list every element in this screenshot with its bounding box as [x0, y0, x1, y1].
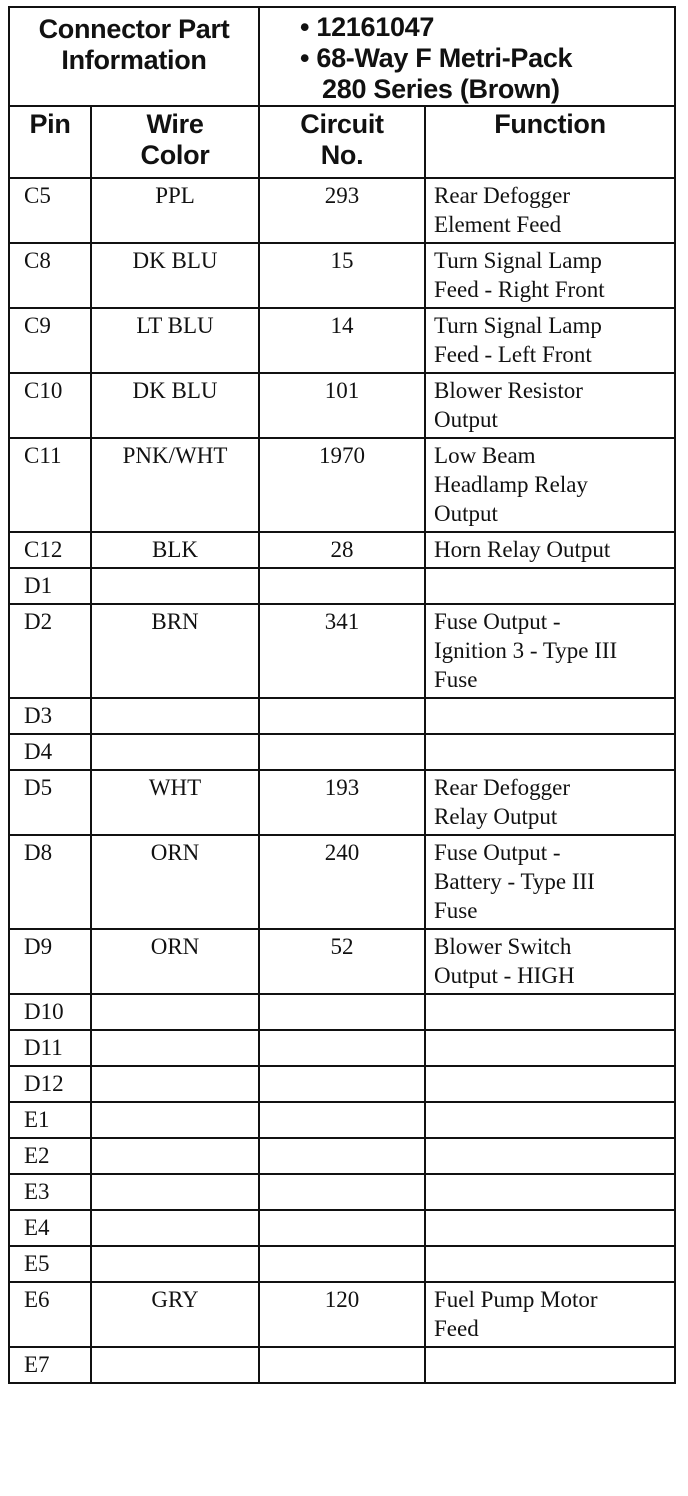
function-line: Output - HIGH: [434, 963, 575, 988]
function-line: Blower Resistor: [434, 378, 583, 403]
circuit-cell: 1970: [259, 438, 425, 532]
connector-info-cell: [259, 7, 675, 106]
table-row: [9, 698, 675, 734]
pin-cell: D3: [9, 698, 91, 734]
function-line: Rear Defogger: [434, 183, 571, 208]
function-cell: [425, 1066, 675, 1102]
circuit-cell: [259, 1246, 425, 1282]
pin-cell: D1: [9, 568, 91, 604]
circuit-cell: 240: [259, 835, 425, 929]
circuit-cell: 101: [259, 373, 425, 438]
function-cell: [425, 1174, 675, 1210]
connector-part-number: • 12161047: [300, 12, 435, 42]
function-cell: [425, 1282, 675, 1347]
function-cell: [425, 835, 675, 929]
wire-color-cell: ORN: [91, 835, 259, 929]
function-cell: [425, 929, 675, 994]
table-row: [9, 243, 675, 308]
circuit-cell: [259, 994, 425, 1030]
function-cell: [425, 568, 675, 604]
function-line: Fuse: [434, 667, 478, 692]
function-line: Turn Signal Lamp: [434, 313, 602, 338]
table-row: [9, 604, 675, 698]
wire-color-cell: DK BLU: [91, 373, 259, 438]
connector-document: [8, 6, 674, 1384]
wire-color-cell: [91, 698, 259, 734]
pin-cell: D2: [9, 604, 91, 698]
table-row: [9, 178, 675, 243]
function-cell: [425, 373, 675, 438]
function-cell: [425, 178, 675, 243]
connector-desc-line1: • 68-Way F Metri-Pack: [300, 43, 573, 73]
table-row: [9, 568, 675, 604]
wire-color-cell: DK BLU: [91, 243, 259, 308]
wire-color-cell: BRN: [91, 604, 259, 698]
pin-cell: D4: [9, 734, 91, 770]
function-cell: [425, 698, 675, 734]
wire-color-cell: [91, 1066, 259, 1102]
wire-color-cell: [91, 1138, 259, 1174]
table-row: [9, 929, 675, 994]
function-line: Relay Output: [434, 804, 558, 829]
circuit-column-header: [259, 106, 425, 178]
wire-color-cell: [91, 1030, 259, 1066]
circuit-cell: 52: [259, 929, 425, 994]
function-column-header: [425, 106, 675, 178]
connector-info-row: [9, 7, 675, 106]
table-row: [9, 1102, 675, 1138]
circuit-cell: [259, 1174, 425, 1210]
function-line: Fuse Output -: [434, 840, 561, 865]
table-row: [9, 835, 675, 929]
circuit-cell: [259, 1030, 425, 1066]
pin-cell: C9: [9, 308, 91, 373]
circuit-cell: 293: [259, 178, 425, 243]
connector-label-line1: Connector Part: [38, 14, 230, 44]
circuit-cell: [259, 1102, 425, 1138]
function-cell: [425, 994, 675, 1030]
function-line: Headlamp Relay: [434, 472, 588, 497]
table-row: [9, 308, 675, 373]
table-row: [9, 1347, 675, 1383]
wire-color-cell: [91, 1174, 259, 1210]
function-cell: [425, 308, 675, 373]
function-cell: [425, 243, 675, 308]
pin-cell: C5: [9, 178, 91, 243]
table-row: [9, 770, 675, 835]
pin-cell: C12: [9, 532, 91, 568]
circuit-cell: [259, 698, 425, 734]
function-line: Fuse Output -: [434, 609, 561, 634]
pin-cell: E1: [9, 1102, 91, 1138]
wire-color-cell: LT BLU: [91, 308, 259, 373]
function-line: Ignition 3 - Type III: [434, 638, 618, 663]
function-cell: [425, 1347, 675, 1383]
connector-label-cell: [9, 7, 259, 106]
table-row: [9, 734, 675, 770]
function-line: Feed: [434, 1316, 479, 1341]
function-line: Battery - Type III: [434, 869, 595, 894]
circuit-cell: 14: [259, 308, 425, 373]
pin-header-label: Pin: [29, 109, 71, 139]
function-cell: [425, 734, 675, 770]
circuit-cell: 15: [259, 243, 425, 308]
wire-color-cell: ORN: [91, 929, 259, 994]
wire-color-cell: WHT: [91, 770, 259, 835]
pin-cell: E4: [9, 1210, 91, 1246]
function-line: Output: [434, 407, 498, 432]
circuit-cell: [259, 1138, 425, 1174]
table-row: [9, 1210, 675, 1246]
function-cell: [425, 1138, 675, 1174]
table-row: [9, 532, 675, 568]
function-cell: [425, 770, 675, 835]
connector-desc-line2: 280 Series (Brown): [322, 74, 560, 104]
wire-color-cell: [91, 1210, 259, 1246]
function-line: Feed - Right Front: [434, 277, 605, 302]
function-line: Rear Defogger: [434, 775, 571, 800]
table-row: [9, 1246, 675, 1282]
table-row: [9, 1030, 675, 1066]
wire-header-line1: Wire: [146, 109, 204, 139]
function-cell: [425, 604, 675, 698]
circuit-cell: 28: [259, 532, 425, 568]
wire-color-cell: [91, 1102, 259, 1138]
circuit-cell: [259, 1210, 425, 1246]
pin-cell: D11: [9, 1030, 91, 1066]
wire-color-column-header: [91, 106, 259, 178]
function-line: Feed - Left Front: [434, 342, 592, 367]
function-cell: [425, 1030, 675, 1066]
function-cell: [425, 1246, 675, 1282]
circuit-cell: [259, 734, 425, 770]
table-row: [9, 373, 675, 438]
circuit-header-line2: No.: [320, 140, 364, 170]
function-cell: [425, 438, 675, 532]
wire-color-cell: PNK/WHT: [91, 438, 259, 532]
pin-column-header: [9, 106, 91, 178]
table-row: [9, 1066, 675, 1102]
connector-pinout-table: [8, 6, 676, 1384]
column-header-row: [9, 106, 675, 178]
wire-color-cell: GRY: [91, 1282, 259, 1347]
function-header-label: Function: [494, 109, 606, 139]
pin-cell: D5: [9, 770, 91, 835]
pin-cell: C8: [9, 243, 91, 308]
circuit-cell: 120: [259, 1282, 425, 1347]
circuit-cell: [259, 1347, 425, 1383]
function-cell: [425, 1210, 675, 1246]
wire-color-cell: [91, 994, 259, 1030]
function-line: Fuel Pump Motor: [434, 1287, 598, 1312]
circuit-cell: 341: [259, 604, 425, 698]
pin-cell: E3: [9, 1174, 91, 1210]
function-line: Fuse: [434, 898, 478, 923]
function-line: Horn Relay Output: [434, 537, 611, 562]
table-row: [9, 1282, 675, 1347]
table-row: [9, 438, 675, 532]
function-cell: [425, 532, 675, 568]
wire-color-cell: PPL: [91, 178, 259, 243]
wire-color-cell: [91, 568, 259, 604]
pin-cell: D8: [9, 835, 91, 929]
circuit-cell: [259, 1066, 425, 1102]
pin-cell: E7: [9, 1347, 91, 1383]
function-cell: [425, 1102, 675, 1138]
pin-cell: D10: [9, 994, 91, 1030]
pin-cell: E5: [9, 1246, 91, 1282]
function-line: Blower Switch: [434, 934, 572, 959]
wire-color-cell: [91, 734, 259, 770]
circuit-cell: [259, 568, 425, 604]
function-line: Element Feed: [434, 212, 562, 237]
wire-color-cell: [91, 1347, 259, 1383]
pin-cell: C11: [9, 438, 91, 532]
pin-cell: D9: [9, 929, 91, 994]
wire-header-line2: Color: [140, 140, 210, 170]
pin-cell: D12: [9, 1066, 91, 1102]
pin-cell: E6: [9, 1282, 91, 1347]
table-row: [9, 994, 675, 1030]
function-line: Turn Signal Lamp: [434, 248, 602, 273]
function-line: Output: [434, 501, 498, 526]
pin-cell: C10: [9, 373, 91, 438]
pin-cell: E2: [9, 1138, 91, 1174]
table-row: [9, 1138, 675, 1174]
circuit-header-line1: Circuit: [300, 109, 384, 139]
wire-color-cell: BLK: [91, 532, 259, 568]
connector-label-line2: Information: [61, 45, 207, 75]
function-line: Low Beam: [434, 443, 536, 468]
circuit-cell: 193: [259, 770, 425, 835]
wire-color-cell: [91, 1246, 259, 1282]
table-row: [9, 1174, 675, 1210]
